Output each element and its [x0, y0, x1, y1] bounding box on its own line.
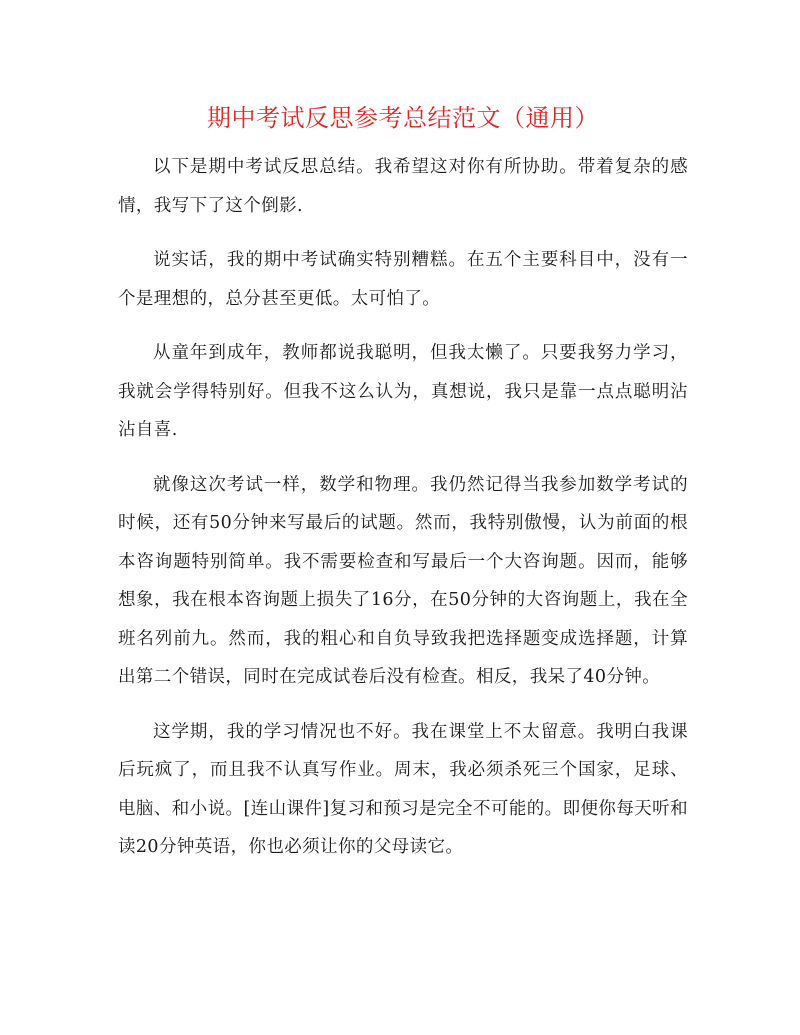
- paragraph-1: 以下是期中考试反思总结。我希望这对你有所协助。带着复杂的感情，我写下了这个倒影.: [118, 157, 688, 216]
- paragraph-4: 就像这次考试一样，数学和物理。我仍然记得当我参加数学考试的时候，还有50分钟来写最后的试题。然而，我特别傲慢，认为前面的根本咨询题特别简单。我不需要检查和写最后一个大咨询题。因而，能够想象，我在根本咨询题上损失了16分，在50分钟的大咨询题上，我在全班名列前九。然而，我的粗心和自负导致我把选择题变成选择题，计算出第二个错误，同时在完成试卷后没有检查。相反，我呆了40分钟。: [118, 474, 688, 687]
- paragraph-3: 从童年到成年，教师都说我聪明，但我太懒了。只要我努力学习，我就会学得特别好。但我不这么认为，真想说，我只是靠一点点聪明沾沾自喜.: [118, 343, 688, 440]
- paragraph-5: 这学期，我的学习情况也不好。我在课堂上不太留意。我明白我课后玩疯了，而且我不认真写作业。周末，我必须杀死三个国家，足球、电脑、和小说。[连山课件]复习和预习是完全不可能的。即便你每天听和读20分钟英语，你也必须让你的父母读它。: [118, 721, 688, 857]
- document-title: 期中考试反思参考总结范文（通用）: [207, 104, 599, 132]
- document-page: [118, 98, 688, 883]
- paragraph-2: 说实话，我的期中考试确实特别糟糕。在五个主要科目中，没有一个是理想的，总分甚至更低。太可怕了。: [118, 250, 688, 309]
